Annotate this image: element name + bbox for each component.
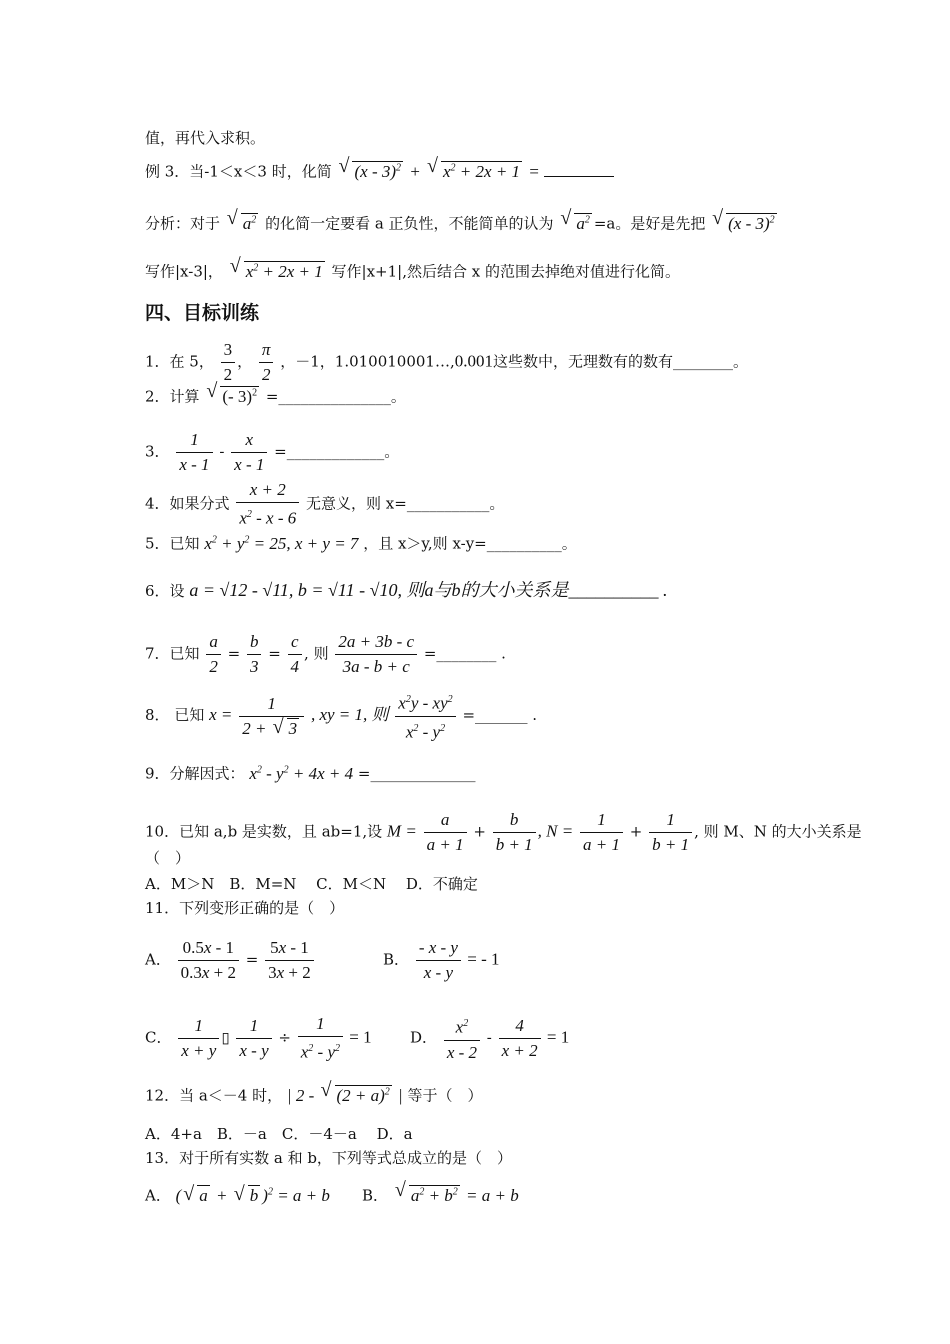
question-13: 13．对于所有实数 a 和 b，下列等式总成立的是（ ） xyxy=(145,1149,512,1167)
q6-expression: a = √12 - √11, b = √11 - √10, 则a与b的大小关系是__________ . xyxy=(189,580,668,600)
q8-pre: 8． xyxy=(145,706,170,725)
frac-3-2: $\frac{3}{2}$ xyxy=(221,338,236,387)
write-text-a: 写作|x-3|， xyxy=(145,262,223,281)
q11-d-label: D． xyxy=(410,1028,438,1047)
q9-post: =______________ xyxy=(357,764,476,783)
q1-mid: ，－1，1.010010001…, xyxy=(280,352,455,371)
intro-tail: 值，再代入求积。 xyxy=(145,129,266,147)
example-3-expression: √ (x - 3)$^2$ + √ $x^2 + 2x + 1$ = xyxy=(336,162,614,181)
example-3 xyxy=(145,158,614,182)
q11-option-d: D． $\frac{x^2}{x - 2}$ - $\frac{4}{x + 2}$ = 1 xyxy=(410,1012,569,1065)
question-6 xyxy=(145,580,667,601)
sqrt-x-minus-3-squared: √ (x - 3)$^2$ xyxy=(712,210,777,234)
q2-pre: 2．计算 xyxy=(145,387,200,406)
question-12 xyxy=(145,1082,483,1106)
frac-q8-ratio: $\frac{x^2y - xy^2}{x^2 - y^2}$ xyxy=(395,688,455,744)
q4-post: 无意义，则 x=___________。 xyxy=(306,494,505,513)
q5-pre: 5．已知 xyxy=(145,534,200,553)
q11-a-label: A． xyxy=(145,950,171,969)
q11-c-label: C． xyxy=(145,1028,172,1047)
q13-b-expression: √ $a^2 + b^2 = a + b$ xyxy=(393,1186,519,1205)
q13-a-expression: (√ a + √ b )$^2$ = a + b xyxy=(176,1186,330,1205)
q11-b-label: B． xyxy=(383,950,410,969)
q11-option-a: A． $\frac{0.5x - 1}{0.3x + 2}$ = $\frac{5x - 1}{3x + 2}$ xyxy=(145,936,316,985)
analysis-text-c: =a。是好是先把 xyxy=(593,214,706,233)
q10-post: , 则 M、N 的大小关系是 xyxy=(694,822,862,841)
frac-c-4: $\frac{c}{4}$ xyxy=(288,630,303,679)
frac-q11a-right: $\frac{5x - 1}{3x + 2}$ xyxy=(265,936,314,985)
q1-num: 0.001 xyxy=(454,351,493,371)
q12-options: A．4+a B．－a C．－4－a D．a xyxy=(145,1125,413,1143)
q10-options: A．M＞N B．M=N C．M＜N D．不确定 xyxy=(145,875,478,893)
frac-1-over-x2-y2: $\frac{1}{x^2 - y^2}$ xyxy=(298,1012,343,1065)
frac-x2-over-quadratic: $\frac{x + 2}{x^2 - x - 6}$ xyxy=(236,478,299,531)
q12-pre: 12．当 a＜－4 时， xyxy=(145,1086,283,1105)
frac-a-2: $\frac{a}{2}$ xyxy=(206,630,221,679)
question-1: 1．在 5， $\frac{3}{2}$ ， $\frac{\pi}{2}$ ，－1，1.010010001…,0.001这些数中，无理数有的数有________。 xyxy=(145,338,748,387)
question-11: 11．下列变形正确的是（ ） xyxy=(145,899,345,917)
frac-q7-ratio: $\frac{2a + 3b - c}{3a - b + c}$ xyxy=(335,630,417,679)
frac-q11a-left: $\frac{0.5x - 1}{0.3x + 2}$ xyxy=(178,936,239,985)
frac-b-3: $\frac{b}{3}$ xyxy=(247,630,262,679)
q11-option-b: B． $\frac{- x - y}{x - y}$ = - 1 xyxy=(383,936,499,985)
q5-expression: $x^2 + y^2 = 25$, x + y = 7 xyxy=(204,533,359,553)
q13-b-label: B． xyxy=(362,1186,389,1205)
frac-pi-2: $\frac{\pi}{2}$ xyxy=(259,338,274,387)
question-3: 3． $\frac{1}{x - 1}$ - $\frac{x}{x - 1}$ =_____________。 xyxy=(145,428,399,477)
sqrt-neg3-squared: √ (- 3)$^2$ xyxy=(206,383,259,407)
q3-post: =_____________。 xyxy=(274,442,400,461)
question-2 xyxy=(145,383,406,407)
frac-4-over-x-plus-2: $\frac{4}{x + 2}$ xyxy=(499,1014,541,1063)
q1-post: 这些数中，无理数有的数有________。 xyxy=(493,352,749,371)
q12-post: 等于（ ） xyxy=(407,1086,483,1105)
q4-pre: 4．如果分式 xyxy=(145,494,230,513)
frac-x-over-x-1: $\frac{x}{x - 1}$ xyxy=(231,428,267,477)
q5-post: ，且 x＞y,则 x-y=__________。 xyxy=(363,534,577,553)
q13-option-a xyxy=(145,1182,330,1206)
q10-pre: 10．已知 a,b 是实数，且 ab=1,设 xyxy=(145,822,383,841)
q3-pre: 3． xyxy=(145,442,170,461)
question-7: 7．已知 $\frac{a}{2}$ = $\frac{b}{3}$ = $\frac{c}{4}$ , 则 $\frac{2a + 3b - c}{3a - b + c}$ =________ . xyxy=(145,630,506,679)
q8-lead: 已知 xyxy=(174,706,205,725)
q10-paren: （ ） xyxy=(145,849,191,867)
q7-pre: 7．已知 xyxy=(145,644,200,663)
sqrt-a-squared-2: √ $a^2$ xyxy=(560,210,592,234)
frac-1-over-x-1: $\frac{1}{x - 1}$ xyxy=(176,428,212,477)
q6-pre: 6．设 xyxy=(145,582,185,600)
example-3-analysis xyxy=(145,210,779,234)
q8-post: =_______ . xyxy=(462,706,538,725)
frac-a-over-a-plus-1: $\frac{a}{a + 1}$ xyxy=(424,808,467,857)
q7-post: =________ . xyxy=(423,644,506,663)
frac-1-over-x-minus-y: $\frac{1}{x - y}$ xyxy=(236,1014,271,1063)
frac-b-over-b-plus-1: $\frac{b}{b + 1}$ xyxy=(493,808,536,857)
q9-expression: $x^2 - y^2 + 4x + 4$ xyxy=(249,763,354,783)
analysis-text-b: 的化简一定要看 a 正负性，不能简单的认为 xyxy=(265,214,554,233)
question-8: 8． 已知 x = $\frac{1}{2 + √ 3}$ , xy = 1, 则 $\frac{x^2y - xy^2}{x^2 - y^2}$ =_______ . xyxy=(145,688,537,744)
q11-option-c: C． $\frac{1}{x + y}$ ▯ $\frac{1}{x - y}$ ÷ $\frac{1}{x^2 - y^2}$ = 1 xyxy=(145,1012,372,1065)
q1-pre: 1．在 5， xyxy=(145,352,214,371)
frac-1-over-x-plus-y: $\frac{1}{x + y}$ xyxy=(178,1014,219,1063)
question-10: 10．已知 a,b 是实数，且 ab=1,设 M = $\frac{a}{a + 1}$ + $\frac{b}{b + 1}$ , N = $\frac{1}{a + 1}$ + $\frac{1}{b + 1}$ , 则 M、N 的大小关系是 xyxy=(145,808,862,857)
example-3-text: 例 3．当-1＜x＜3 时，化简 xyxy=(145,162,332,181)
sqrt-a-squared: √ $a^2$ xyxy=(227,210,259,234)
frac-1-over-b-plus-1: $\frac{1}{b + 1}$ xyxy=(649,808,692,857)
question-9 xyxy=(145,760,475,784)
question-5 xyxy=(145,530,577,554)
analysis-text-a: 分析：对于 xyxy=(145,214,221,233)
question-4 xyxy=(145,478,504,531)
section-title: 四、目标训练 xyxy=(145,302,260,324)
write-text-b: 写作|x+1|,然后结合 x 的范围去掉绝对值进行化简。 xyxy=(331,262,680,281)
frac-x2-over-x-2: $\frac{x^2}{x - 2}$ xyxy=(444,1012,480,1065)
example-3-write xyxy=(145,258,680,282)
frac-q11b: $\frac{- x - y}{x - y}$ xyxy=(416,936,461,985)
frac-1-over-a-plus-1: $\frac{1}{a + 1}$ xyxy=(580,808,623,857)
frac-1-over-2-sqrt3: $\frac{1}{2 + √ 3}$ xyxy=(239,692,304,741)
q9-pre: 9．分解因式： xyxy=(145,764,245,783)
q13-option-b xyxy=(362,1182,519,1206)
q12-expression: | 2 - √ $(2 + a)^2$ | xyxy=(287,1086,403,1105)
q13-a-label: A． xyxy=(145,1186,171,1205)
sqrt-quadratic: √ $x^2 + 2x + 1$ xyxy=(230,258,325,282)
q2-post: =_______________。 xyxy=(265,387,406,406)
